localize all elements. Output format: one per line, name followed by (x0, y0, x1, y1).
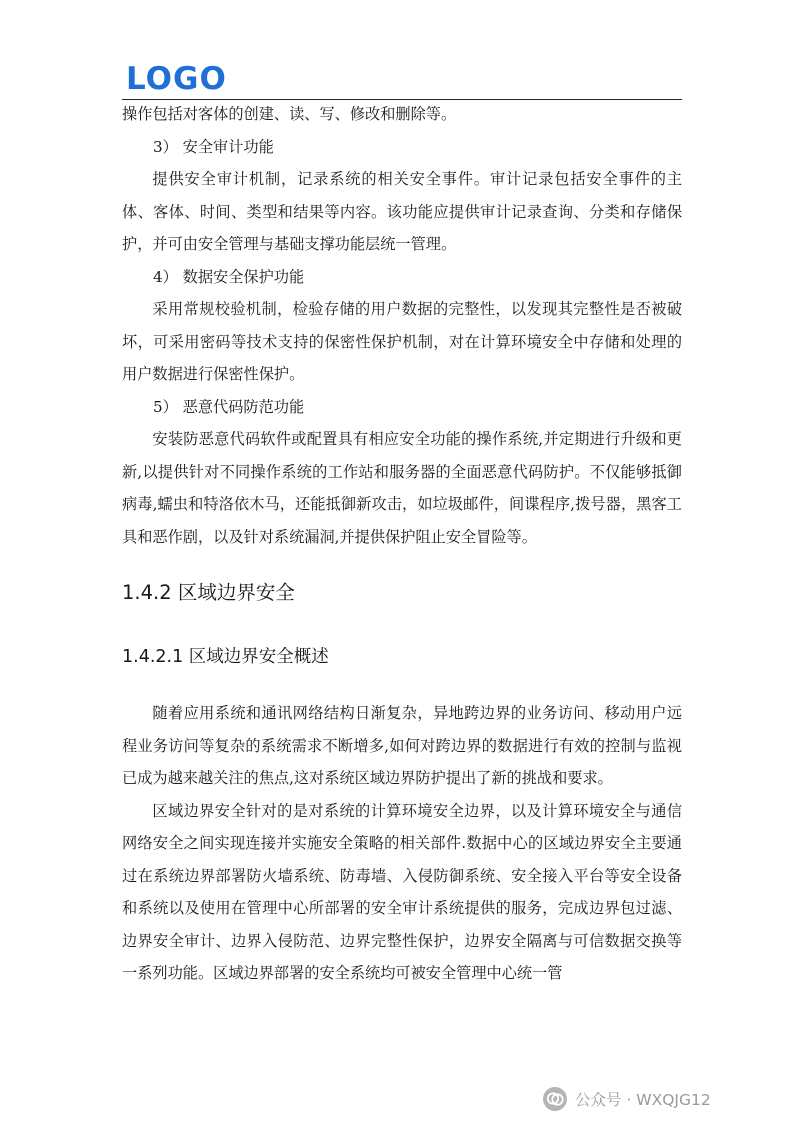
subsection-heading: 1.4.2.1 区域边界安全概述 (122, 647, 329, 667)
logo: LOGO (126, 61, 227, 97)
list-item-malware-title: 5） 恶意代码防范功能 (153, 397, 305, 416)
paragraph-boundary-overview: 随着应用系统和通讯网络结构日渐复杂，异地跨边界的业务访问、移动用户远程业务访问等复杂的系统需求不断增多,如何对跨边界的数据进行有效的控制与监视已成为越来越关注的焦点,这对系统区域边界防护提出了新的挑战和要求。 (122, 704, 682, 787)
list-item-audit-title: 3） 安全审计功能 (153, 137, 274, 156)
section-heading: 1.4.2 区域边界安全 (122, 581, 295, 604)
watermark-text: 公众号 · WXQJG12 (575, 1091, 711, 1109)
wechat-official-account-icon (542, 1086, 568, 1112)
paragraph-audit: 提供安全审计机制，记录系统的相关安全事件。审计记录包括安全事件的主体、客体、时间、类型和结果等内容。该功能应提供审计记录查询、分类和存储保护，并可由安全管理与基础支撑功能层统一管理。 (122, 170, 682, 253)
paragraph-continuation: 操作包括对客体的创建、读、写、修改和删除等。 (122, 105, 457, 123)
paragraph-malware: 安装防恶意代码软件或配置具有相应安全功能的操作系统,并定期进行升级和更新,以提供针对不同操作系统的工作站和服务器的全面恶意代码防护。不仅能够抵御病毒,蠕虫和特洛依木马，还能抵御新攻击，如垃圾邮件，间谍程序,拨号器，黑客工具和恶作剧，以及针对系统漏洞,并提供保护阻止安全冒险等。 (122, 430, 682, 546)
watermark (542, 1086, 711, 1112)
paragraph-data-protection: 采用常规校验机制，检验存储的用户数据的完整性，以发现其完整性是否被破坏，可采用密码等技术支持的保密性保护机制，对在计算环境安全中存储和处理的用户数据进行保密性保护。 (122, 300, 682, 383)
paragraph-boundary-detail: 区域边界安全针对的是对系统的计算环境安全边界，以及计算环境安全与通信网络安全之间实现连接并实施安全策略的相关部件.数据中心的区域边界安全主要通过在系统边界部署防火墙系统、防毒墙、入侵防御系统、安全接入平台等安全设备和系统以及使用在管理中心所部署的安全审计系统提供的服务，完成边界包过滤、边界安全审计、边界入侵防范、边界完整性保护，边界安全隔离与可信数据交换等一系列功能。区域边界部署的安全系统均可被安全管理中心统一管 (122, 801, 682, 982)
list-item-data-protection-title: 4） 数据安全保护功能 (153, 267, 305, 286)
document-body (122, 98, 682, 990)
